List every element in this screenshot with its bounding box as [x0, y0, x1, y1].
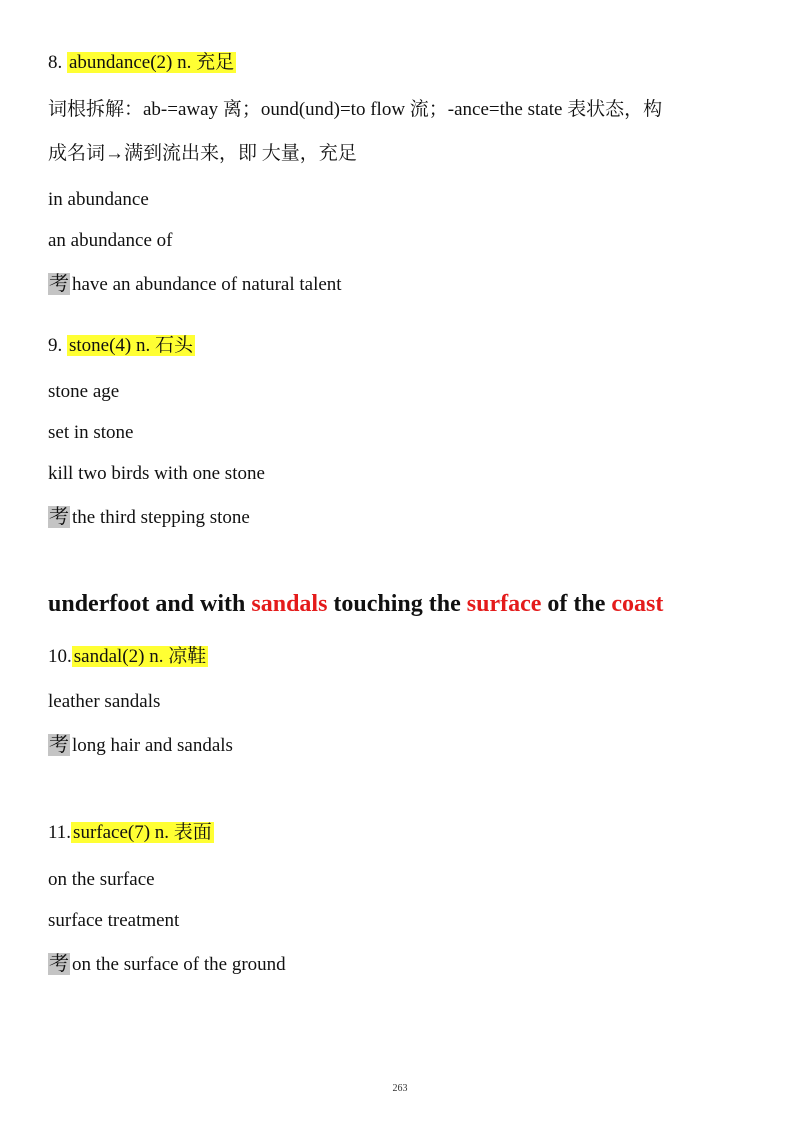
entry-number: 9.	[48, 335, 63, 356]
etymology-line-2: 成名词→满到流出来，即 大量，充足	[48, 143, 357, 164]
entry-number: 11.	[48, 822, 72, 843]
exam-example	[48, 732, 233, 759]
page-number: 263	[392, 1083, 408, 1094]
sentence-keyword: sandals	[251, 591, 328, 617]
headword-abundance: abundance(2) n. 充足	[69, 52, 235, 73]
exam-mark: 考	[49, 506, 69, 528]
phrase: on the surface	[48, 869, 155, 890]
sentence-part: touching the	[327, 591, 467, 617]
exam-example	[48, 951, 286, 978]
exam-example	[48, 271, 342, 298]
exam-text: the third stepping stone	[72, 507, 250, 528]
sentence-part: underfoot and with	[48, 591, 252, 617]
sentence-keyword: coast	[611, 591, 664, 617]
phrase: surface treatment	[48, 910, 180, 931]
entry-11-title	[48, 820, 214, 846]
phrase: in abundance	[48, 189, 149, 210]
headword-sandal: sandal(2) n. 凉鞋	[73, 646, 207, 667]
exam-text: long hair and sandals	[72, 735, 233, 756]
phrase: set in stone	[48, 422, 134, 443]
entry-number: 8.	[48, 52, 63, 73]
sentence-part: of the	[541, 591, 612, 617]
sentence-heading	[48, 591, 663, 618]
phrase: kill two birds with one stone	[48, 463, 265, 484]
phrase: an abundance of	[48, 230, 173, 251]
entry-10-title	[48, 644, 208, 670]
headword-surface: surface(7) n. 表面	[73, 822, 212, 843]
headword-stone: stone(4) n. 石头	[69, 335, 194, 356]
exam-mark: 考	[49, 734, 69, 756]
exam-text: have an abundance of natural talent	[72, 274, 342, 295]
sentence-keyword: surface	[466, 591, 542, 617]
exam-mark: 考	[49, 273, 69, 295]
entry-8-title	[48, 50, 236, 76]
entry-number: 10.	[48, 646, 72, 667]
phrase: leather sandals	[48, 691, 161, 712]
exam-example	[48, 504, 250, 531]
etymology-line-1: 词根拆解：ab-=away 离；ound(und)=to flow 流；-ance=the state 表状态，构	[48, 99, 663, 120]
exam-mark: 考	[49, 953, 69, 975]
entry-9-title	[48, 333, 195, 359]
phrase: stone age	[48, 381, 120, 402]
exam-text: on the surface of the ground	[72, 954, 286, 975]
